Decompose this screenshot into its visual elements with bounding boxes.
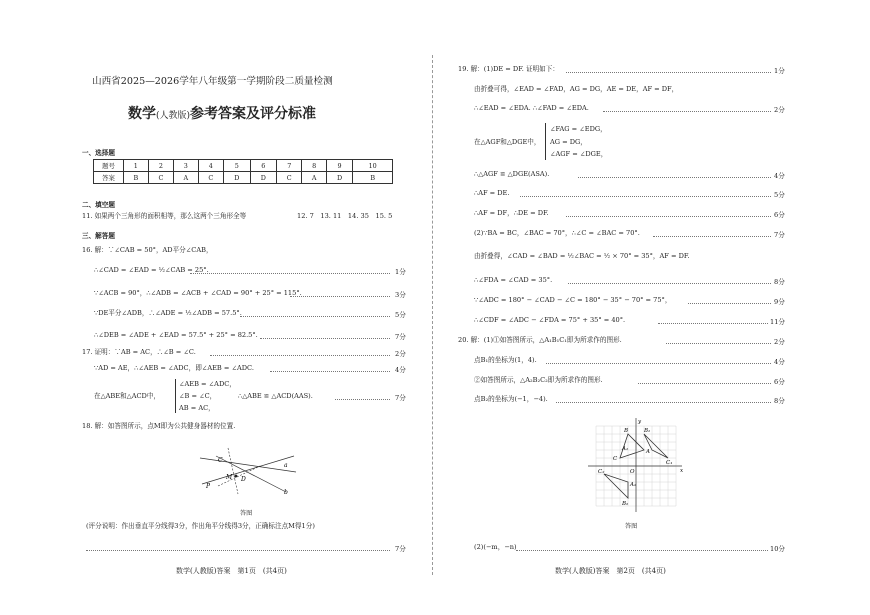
triangle-a2b2c2: [604, 474, 628, 498]
table-cell: 10: [353, 160, 393, 172]
fig-label: A₂: [630, 482, 637, 488]
score: 1分: [395, 268, 406, 276]
score: 6分: [774, 378, 785, 386]
score: 11分: [770, 318, 785, 326]
dotted-leader: [290, 296, 390, 297]
dotted-leader: [666, 343, 771, 344]
q16-step3: ∵DE平分∠ADB，∴∠ADE = ½∠ADB = 57.5°.: [94, 309, 242, 317]
dotted-leader: [658, 323, 768, 324]
fig-label: C₂: [598, 469, 605, 475]
answer-table: [93, 159, 393, 184]
score: 4分: [774, 358, 785, 366]
q17-step2: ∵AD = AE，∴∠AEB = ∠ADC，即∠AEB = ∠ADC.: [94, 364, 254, 372]
score: 5分: [774, 191, 785, 199]
q11-text: 11. 如果两个三角形的面积相等，那么这两个三角形全等: [82, 212, 247, 220]
q19-step1: 由折叠可得，∠EAD = ∠FAD，AG = DG，AE = DE，AF = DF，: [474, 85, 679, 93]
score: 7分: [395, 333, 406, 341]
dotted-leader: [688, 303, 771, 304]
q19-step5: ∴AF = DE.: [474, 189, 510, 197]
table-head-answer: 答案: [94, 172, 124, 184]
fig-label: A₁: [622, 446, 629, 452]
table-row-answers: [94, 172, 393, 184]
score: 2分: [774, 338, 785, 346]
dotted-leader: [603, 111, 771, 112]
dotted-leader: [335, 399, 390, 400]
q17-cond1: ∠AEB = ∠ADC，: [179, 380, 236, 388]
score: 6分: [774, 211, 785, 219]
page-divider: [432, 55, 433, 575]
q16-head: 16. 解：∵∠CAB = 50°，AD平分∠CAB，: [82, 246, 213, 254]
angle-bisector: [218, 466, 260, 486]
q19-step11: ∴∠CDF = ∠ADC − ∠FDA = 75° + 35° = 40°.: [474, 316, 626, 324]
table-cell: D: [250, 172, 277, 184]
table-cell: A: [174, 172, 198, 184]
brace: [175, 379, 176, 413]
q16-step4: ∴∠DEB = ∠ADE + ∠EAD = 57.5° + 25° = 82.5°.: [94, 331, 258, 339]
q19-cond2: AG = DG，: [550, 138, 587, 146]
dotted-leader: [546, 363, 771, 364]
q20-step1: 20. 解：(1)①如答图所示，△A₁B₁C₁即为所求作的图形.: [458, 336, 622, 344]
dotted-leader: [516, 550, 768, 551]
fig-label: C₁: [666, 460, 673, 466]
section-solve: 三、解答题: [82, 232, 115, 240]
score: 10分: [770, 545, 785, 553]
q20-caption: 答图: [625, 523, 638, 530]
q20-step4: 点B₂的坐标为(−1，−4).: [474, 395, 548, 403]
dotted-leader: [270, 371, 390, 372]
score: 8分: [774, 278, 785, 286]
point-m: [235, 475, 238, 478]
fig-label: A: [646, 449, 650, 455]
q18-figure: [198, 446, 298, 498]
dotted-leader: [210, 355, 390, 356]
dotted-leader: [653, 236, 771, 237]
fig-label: P: [206, 483, 211, 490]
section-fill: 二、填空题: [82, 201, 115, 209]
q16-step2: ∵∠ACB = 90°，∴∠ADB = ∠ACB + ∠CAD = 90° + 25° = 115°.: [94, 289, 302, 297]
dotted-leader: [566, 72, 771, 73]
fig-label: M: [226, 474, 233, 481]
q18-caption: 答图: [240, 510, 253, 517]
q19-step2: ∴∠EAD = ∠EDA. ∴∠FAD = ∠EDA.: [474, 104, 589, 112]
score: 5分: [395, 311, 406, 319]
dotted-leader: [240, 316, 390, 317]
fig-label: b: [284, 489, 288, 496]
fig-label: y: [638, 419, 642, 425]
q19-step7: (2)∵BA = BC，∠BAC = 70°，∴∠C = ∠BAC = 70°.: [474, 229, 640, 237]
table-cell: 5: [224, 160, 251, 172]
table-cell: A: [302, 172, 326, 184]
score: 7分: [774, 231, 785, 239]
page-footer: 数学(人教版)答案 第1页 (共4页): [176, 567, 287, 575]
score: 9分: [774, 298, 785, 306]
fig-label: C: [613, 456, 618, 462]
score: 4分: [395, 366, 406, 374]
dotted-leader: [520, 196, 771, 197]
q19-step6: ∴AF = DF，∴DE = DF.: [474, 209, 549, 217]
q19-step10: ∵∠ADC = 180° − ∠CAD − ∠C = 180° − 35° − 70° = 75°，: [474, 296, 672, 304]
dotted-leader: [638, 383, 771, 384]
table-cell: B: [124, 172, 149, 184]
table-row-numbers: [94, 160, 393, 172]
q19-head: 19. 解：(1)DE = DF. 证明如下：: [458, 65, 559, 73]
dotted-leader: [86, 550, 390, 551]
q17-cond2: ∠B = ∠C，: [179, 392, 217, 400]
table-cell: 3: [174, 160, 198, 172]
q19-cond3: ∠AGF = ∠DGE，: [550, 150, 608, 158]
fig-label: a: [284, 462, 288, 469]
dotted-leader: [190, 273, 390, 274]
fig-label: B₁: [644, 428, 651, 434]
table-cell: 6: [250, 160, 277, 172]
q16-step1: ∴∠CAD = ∠EAD = ½∠CAB = 25°.: [94, 266, 209, 274]
score: 7分: [395, 545, 406, 553]
fig-label: B₂: [622, 501, 629, 507]
score: 2分: [395, 350, 406, 358]
table-cell: C: [148, 172, 173, 184]
q18-scoring-note: (评分说明：作出垂直平分线得3分，作出角平分线得3分，正确标注点M得1分): [86, 522, 315, 530]
dotted-leader: [260, 338, 390, 339]
q19-cond1: ∠FAG = ∠EDG，: [550, 125, 607, 133]
q20-coordinate-figure: [586, 416, 686, 514]
dotted-leader: [566, 216, 771, 217]
q12-15-answers: 12. 7 13. 11 14. 35 15. 5: [297, 212, 393, 220]
table-head-number: 题号: [94, 160, 124, 172]
perp-bisector: [228, 448, 238, 494]
q20-step3: ②如答图所示，△A₂B₂C₂即为所求作的图形.: [474, 376, 603, 384]
q19-step4: ∴△AGF ≌ △DGE(ASA).: [474, 170, 550, 178]
fig-label: C: [218, 457, 223, 464]
section-choice: 一、选择题: [82, 149, 115, 157]
fig-label: O: [630, 469, 635, 475]
score: 1分: [774, 67, 785, 75]
table-cell: B: [353, 172, 393, 184]
table-cell: 9: [326, 160, 353, 172]
score: 2分: [774, 106, 785, 114]
q20-part2: (2)(−m，−n): [474, 543, 517, 551]
exam-title: 山西省2025—2026学年八年级第一学期阶段二质量检测: [92, 76, 333, 87]
q17-step3: 在△ABE和△ACD中，: [94, 392, 161, 400]
q17-head: 17. 证明：∵AB = AC，∴∠B = ∠C.: [82, 348, 196, 356]
dotted-leader: [568, 283, 771, 284]
table-cell: 1: [124, 160, 149, 172]
brace: [545, 123, 546, 160]
q18-head: 18. 解：如答图所示，点M即为公共健身器材的位置.: [82, 422, 236, 430]
score: 7分: [395, 394, 406, 402]
fig-label: x: [680, 468, 684, 474]
table-cell: 2: [148, 160, 173, 172]
answer-page-1: [0, 0, 432, 615]
q20-step2: 点B₁的坐标为(1，4).: [474, 356, 537, 364]
dotted-leader: [578, 177, 771, 178]
q19-step3: 在△AGF和△DGE中，: [474, 138, 541, 146]
q19-step8: 由折叠得，∠CAD = ∠BAD = ½∠BAC = ½ × 70° = 35°，AF = DF.: [474, 252, 690, 260]
score: 4分: [774, 172, 785, 180]
table-cell: D: [224, 172, 251, 184]
q19-step9: ∴∠FDA = ∠CAD = 35°.: [474, 276, 553, 284]
fig-label: D: [241, 476, 246, 483]
page-footer: 数学(人教版)答案 第2页 (共4页): [555, 567, 666, 575]
table-cell: 4: [198, 160, 223, 172]
score: 3分: [395, 291, 406, 299]
score: 8分: [774, 397, 785, 405]
q17-cond3: AB = AC，: [179, 404, 215, 412]
q17-conclusion: ∴△ABE ≌ △ACD(AAS).: [238, 392, 313, 400]
main-title: 数学(人教版)参考答案及评分标准: [128, 106, 317, 122]
fig-label: B: [624, 428, 629, 434]
table-cell: D: [326, 172, 353, 184]
answer-page-2: [438, 0, 870, 615]
table-cell: C: [277, 172, 302, 184]
table-cell: 7: [277, 160, 302, 172]
table-cell: C: [198, 172, 223, 184]
table-cell: 8: [302, 160, 326, 172]
dotted-leader: [556, 402, 771, 403]
